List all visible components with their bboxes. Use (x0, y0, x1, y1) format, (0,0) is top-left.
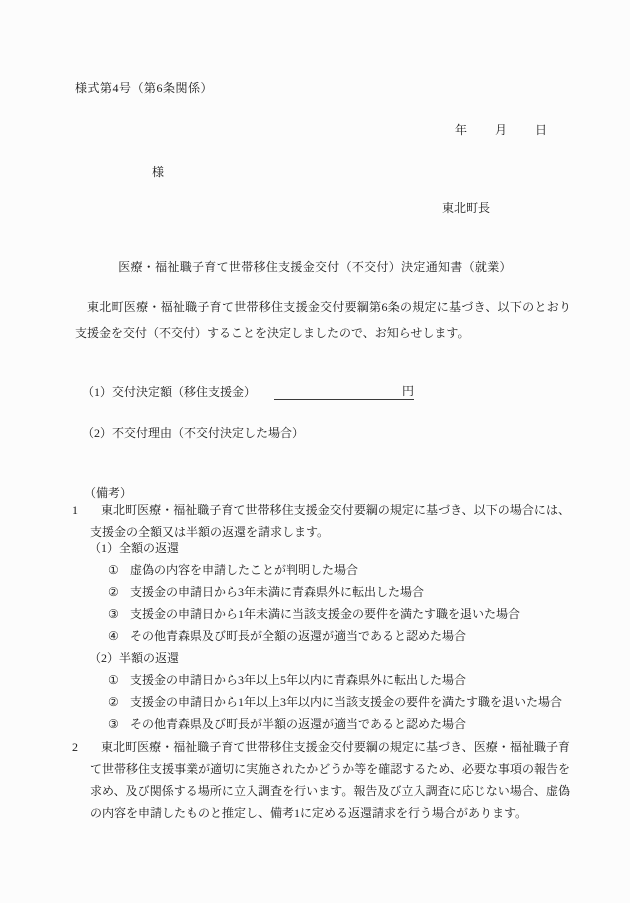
list-item (72, 669, 592, 691)
item-marker: ② (108, 585, 119, 599)
list-item (72, 603, 592, 625)
note-1-number: 1 (72, 503, 78, 517)
list-item (72, 713, 592, 735)
remarks-note-2 (72, 736, 570, 824)
item-text: その他青森県及び町長が半額の返還が適当であると認めた場合 (130, 717, 467, 731)
item-text: 支援金の申請日から3年未満に青森県外に転出した場合 (130, 585, 425, 599)
grant-amount-field (274, 382, 414, 400)
note-2-number: 2 (72, 740, 78, 754)
addressee-suffix: 様 (152, 165, 165, 179)
date-month-label: 月 (495, 123, 508, 137)
item-text: 支援金の申請日から3年以上5年以内に青森県外に転出した場合 (130, 673, 467, 687)
item-marker: ④ (108, 629, 119, 643)
intro-paragraph: 東北町医療・福祉職子育て世帯移住支援金交付要綱第6条の規定に基づき、以下のとおり支援金を交付（不交付）することを決定しましたので、お知らせします。 (75, 300, 571, 340)
date-line (455, 121, 547, 138)
sender-name: 東北町長 (442, 201, 491, 215)
refund-conditions-list (72, 537, 592, 735)
list-item (72, 559, 592, 581)
list-item (72, 625, 592, 647)
grant-amount-unit: 円 (402, 384, 415, 398)
item-marker: ③ (108, 607, 119, 621)
date-year-label: 年 (455, 123, 468, 137)
rejection-reason-label: （2）不交付理由（不交付決定した場合） (82, 426, 305, 440)
document-title: 医療・福祉職子育て世帯移住支援金交付（不交付）決定通知書（就業） (118, 260, 512, 274)
item-text: 支援金の申請日から1年以上3年以内に当該支援金の要件を満たす職を退いた場合 (130, 695, 563, 709)
half-refund-label: （2）半額の返還 (89, 651, 180, 665)
remarks-heading: （備考） (84, 486, 133, 500)
date-day-label: 日 (535, 123, 548, 137)
note-2-text: 東北町医療・福祉職子育て世帯移住支援金交付要綱の規定に基づき、医療・福祉職子育て世帯移住支援事業が適切に実施されたかどうか等を確認するため、必要な事項の報告を求め、及び関係する場所に立入調査を行います。報告及び立入調査に応じない場合、虚偽の内容を申請したものと推定し、備考1に定める返還請求を行う場合があります。 (90, 740, 570, 820)
note-1-text: 東北町医療・福祉職子育て世帯移住支援金交付要綱の規定に基づき、以下の場合には、支援金の全額又は半額の返還を請求します。 (90, 503, 570, 539)
grant-amount-row (82, 382, 414, 400)
item-text: 支援金の申請日から1年未満に当該支援金の要件を満たす職を退いた場合 (130, 607, 521, 621)
list-item (72, 691, 592, 713)
rejection-reason-row (82, 424, 304, 441)
form-number-label: 様式第4号（第6条関係） (75, 81, 214, 95)
item-text: 虚偽の内容を申請したことが判明した場合 (130, 563, 359, 577)
grant-amount-label: （1）交付決定額（移住支援金） (82, 385, 257, 399)
item-marker: ① (108, 673, 119, 687)
item-marker: ① (108, 563, 119, 577)
item-marker: ② (108, 695, 119, 709)
item-marker: ③ (108, 717, 119, 731)
list-item (72, 581, 592, 603)
item-text: その他青森県及び町長が全額の返還が適当であると認めた場合 (130, 629, 467, 643)
full-refund-label: （1）全額の返還 (89, 541, 180, 555)
